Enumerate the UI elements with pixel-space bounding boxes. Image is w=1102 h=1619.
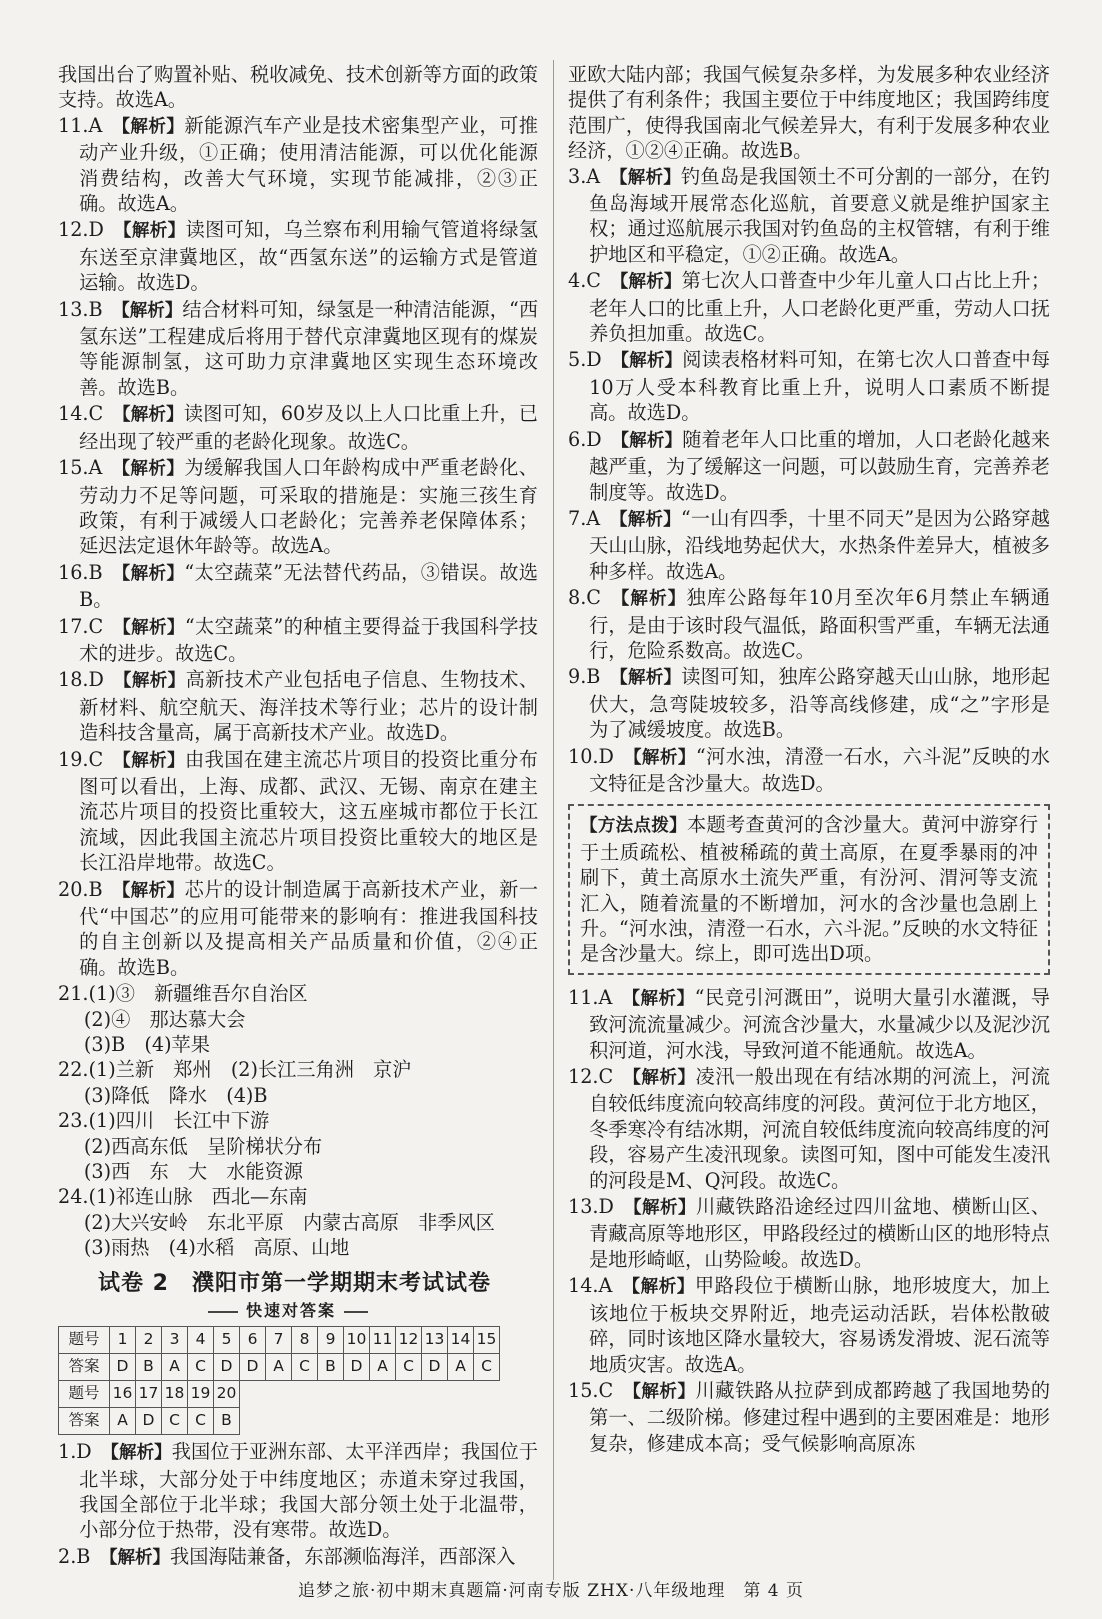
answer-number: 12.C [568,1065,614,1089]
answer-number: 23. [58,1109,89,1133]
fill-answer-line [58,1057,538,1082]
fill-answer-line [58,1108,538,1133]
analysis-text: “一山有四季，十里不同天”是因为公路穿越天山山脉，沿线地势起伏大，水热条件差异大，植被多种多样。故选A。 [589,506,1050,583]
right-column [568,62,1050,1457]
analysis-text: 凌汛一般出现在有结冰期的河流上，河流自较低纬度流向较高纬度的河段。黄河位于北方地区，冬季寒冷有结冰期，河流自较低纬度流向较高纬度的河段，容易产生凌汛现象。读图可知，图中可能发生凌汛的河段是M、Q河段。故选C。 [589,1065,1051,1192]
table-header-cell: 题号 [59,1327,110,1354]
analysis-tag: 【解析】 [621,1277,695,1298]
answer-item [568,506,1050,584]
answer-number: 11.A [58,113,103,137]
table-cell: 15 [474,1327,500,1354]
answer-number: 14.A [568,1274,613,1298]
table-row-question-2 [59,1381,500,1408]
table-cell: 18 [162,1381,188,1408]
answer-number: 17.C [58,614,104,638]
fill-answer-text: (1)③ 新疆维吾尔自治区 [88,982,308,1006]
fill-answer-line [58,1210,538,1235]
answer-item [58,455,538,559]
fill-answer-line [58,981,538,1006]
answer-item [568,1378,1050,1456]
exam-title: 试卷 2 濮阳市第一学期期末考试试卷 [98,1270,491,1296]
right-answer-list-b [568,985,1050,1456]
analysis-tag: 【解析】 [112,750,186,771]
answer-item [568,585,1050,663]
fill-answer-line [58,1007,538,1032]
table-cell: C [474,1354,500,1381]
answer-number: 15.C [568,1378,614,1402]
analysis-tag: 【解析】 [610,589,687,610]
analysis-text: 结合材料可知，绿氢是一种清洁能源，“西氢东送”工程建成后将用于替代京津冀地区现有的煤炭等能源制氢，这可助力京津冀地区实现生态环境改善。故选B。 [79,297,539,399]
table-row-answer-1 [59,1354,500,1381]
answer-number: 4.C [568,269,601,293]
quick-answer-label: 快速对答案 [238,1300,344,1322]
analysis-tag: 【解析】 [112,405,184,426]
answer-item [58,217,538,295]
answer-number: 15.A [58,456,103,480]
table-cell: 17 [136,1381,162,1408]
analysis-tag: 【解析】 [111,116,185,137]
method-tip-text: 本题考查黄河的含沙量大。黄河中游穿行于土质疏松、植被稀疏的黄土高原，在夏季暴雨的冲刷下，黄土高原水土流失严重，有汾河、渭河等支流汇入，随着流量的不断增加，河水的含沙量也急剧上升。“河水浊，清澄一石水，六斗泥。”反映的水文特征是含沙量大。综上，即可选出D项。 [580,813,1039,966]
fill-answer-group [58,1057,538,1108]
answer-number: 19.C [58,747,104,771]
table-cell: D [136,1408,162,1435]
answer-number: 1.D [58,1440,92,1464]
fill-answer-text: (2)西高东低 呈阶梯状分布 [83,1134,323,1158]
answer-number: 13.B [58,297,103,321]
analysis-tag: 【解析】 [100,1547,171,1568]
table-cell: 12 [396,1327,422,1354]
table-row-question-1 [59,1327,500,1354]
table-cell: 10 [344,1327,370,1354]
analysis-text: 为缓解我国人口年龄构成中严重老龄化、劳动力不足等问题，可采取的措施是：实施三孩生育政策，有利于减缓人口老龄化；完善养老保障体系；延迟法定退休年龄等。故选A。 [79,456,538,558]
table-cell: A [370,1354,396,1381]
analysis-text: “河水浊，清澄一石水，六斗泥”反映的水文特征是含沙量大。故选D。 [589,744,1050,795]
table-cell: 1 [110,1327,136,1354]
answer-item [568,427,1050,505]
analysis-tag: 【解析】 [622,1381,696,1402]
left-lead-text: 我国出台了购置补贴、税收减免、技术创新等方面的政策支持。故选A。 [58,63,538,112]
table-cell: 11 [370,1327,396,1354]
analysis-tag: 【解析】 [609,509,681,530]
table-cell: 4 [188,1327,214,1354]
answer-number: 21. [58,982,89,1006]
table-cell: 3 [162,1327,188,1354]
table-cell: 6 [240,1327,266,1354]
fill-answers [58,981,538,1260]
table-row-answer-2 [59,1408,500,1435]
answer-item [58,1544,538,1571]
answer-number: 9.B [568,665,601,689]
analysis-text: 读图可知，60岁及以上人口比重上升，已经出现了较严重的老龄化现象。故选C。 [79,402,538,453]
answer-item [568,985,1050,1063]
answer-number: 2.B [58,1544,91,1568]
fill-answer-text: (3)雨热 (4)水稻 高原、山地 [83,1236,350,1260]
analysis-tag: 【解析】 [112,617,185,638]
analysis-text: 我国海陆兼备，东部濒临海洋，西部深入 [170,1544,516,1568]
left-answer-list-a [58,113,538,980]
method-tip-box [568,804,1050,974]
analysis-text: 钓鱼岛是我国领土不可分割的一部分，在钓鱼岛海域开展常态化巡航，首要意义就是维护国家主权；通过巡航展示我国对钓鱼岛的主权管辖，有利于维护地区和平稳定，①②正确。故选A。 [589,164,1051,266]
answer-number: 13.D [568,1195,614,1219]
table-cell: D [240,1354,266,1381]
fill-answer-text: (1)兰新 郑州 (2)长江三角洲 京沪 [88,1058,412,1082]
analysis-tag: 【解析】 [623,1198,697,1219]
table-cell: B [214,1408,240,1435]
table-cell: 7 [266,1327,292,1354]
answer-item [58,877,538,981]
table-cell: A [266,1354,292,1381]
table-cell: 19 [188,1381,214,1408]
fill-answer-group [58,1184,538,1260]
answer-number: 11.A [568,985,613,1009]
column-divider [553,60,554,1580]
table-cell: 16 [110,1381,136,1408]
table-header-cell: 题号 [59,1381,110,1408]
answer-number: 6.D [568,427,602,451]
table-cell: D [214,1354,240,1381]
table-cell: A [162,1354,188,1381]
analysis-text: 阅读表格材料可知，在第七次人口普查中每10万人受本科教育比重上升，说明人口素质不断提高。故选D。 [589,348,1051,425]
fill-answer-text: (3)西 东 大 水能资源 [83,1160,303,1184]
analysis-text: 独库公路每年10月至次年6月禁止车辆通行，是由于该时段气温低，路面积雪严重，车辆无法通行，危险系数高。故选C。 [589,586,1050,662]
analysis-text: 新能源汽车产业是技术密集型产业，可推动产业升级，①正确；使用清洁能源，可以优化能源消费结构，改善大气环境，实现节能减排，②③正确。故选A。 [79,113,538,216]
table-cell: 14 [448,1327,474,1354]
fill-answer-text: (2)④ 那达慕大会 [83,1007,246,1031]
answer-number: 12.D [58,218,104,242]
fill-answer-line [58,1235,538,1260]
answer-item [58,560,538,613]
analysis-tag: 【解析】 [112,880,185,901]
answer-item [58,614,538,667]
answer-item [568,268,1050,346]
table-cell: D [110,1354,136,1381]
table-cell: B [136,1354,162,1381]
answer-item [568,744,1050,797]
fill-answer-line [58,1083,538,1108]
analysis-text: 由我国在建主流芯片项目的投资比重分布图可以看出，上海、成都、武汉、无锡、南京在建主流芯片项目的投资比重较大，这五座城市都位于长江流域，因此我国主流芯片项目投资比重较大的地区是长江沿岸地带。故选C。 [79,747,538,875]
table-cell: D [344,1354,370,1381]
answer-item [568,1273,1050,1377]
right-answer-list-a [568,164,1050,797]
table-cell: C [396,1354,422,1381]
answer-number: 24. [58,1185,89,1209]
right-lead-text: 亚欧大陆内部；我国气候复杂多样，为发展多种农业经济提供了有利条件；我国主要位于中纬度地区；我国跨纬度范围广，使得我国南北气候差异大，有利于发展多种农业经济，①②④正确。故选B。 [568,63,1050,163]
table-cell: 5 [214,1327,240,1354]
analysis-text: 川藏铁路沿途经过四川盆地、横断山区、青藏高原等地形区，甲路段经过的横断山区的地形特点是地形崎岖，山势险峻。故选D。 [589,1195,1051,1271]
answer-number: 22. [58,1058,89,1082]
answer-item [568,1064,1050,1193]
fill-answer-line [58,1184,538,1209]
answer-item [58,113,538,217]
analysis-text: “太空蔬菜”的种植主要得益于我国科学技术的进步。故选C。 [79,614,538,665]
analysis-text: 芯片的设计制造属于高新技术产业，新一代“中国芯”的应用可能带来的影响有：推进我国科技的自主创新以及提高相关产品质量和价值，②④正确。故选B。 [79,877,539,979]
table-cell: B [318,1354,344,1381]
answer-number: 20.B [58,877,103,901]
analysis-text: 川藏铁路从拉萨到成都跨越了我国地势的第一、二级阶梯。修建过程中遇到的主要困难是：地形复杂，修建成本高；受气候影响高原冻 [589,1378,1051,1455]
analysis-tag: 【解析】 [112,300,183,321]
answer-item [568,664,1050,742]
analysis-text: 读图可知，独库公路穿越天山山脉，地形起伏大，急弯陡坡较多，沿等高线修建，成“之”字形是为了减缓坡度。故选B。 [589,665,1051,742]
answer-item [568,164,1050,268]
analysis-text: 甲路段位于横断山脉，地形坡度大，加上该地位于板块交界附近，地壳运动活跃，岩体松散破碎，同时该地区降水量较大，容易诱发滑坡、泥石流等地质灾害。故选A。 [589,1274,1051,1376]
table-cell: C [162,1408,188,1435]
page-footer: 追梦之旅·初中期末真题篇·河南专版 ZHX·八年级地理 第 4 页 [298,1581,804,1601]
answer-item [58,667,538,745]
answer-number: 7.A [568,506,601,530]
analysis-tag: 【解析】 [610,668,682,689]
analysis-tag: 【解析】 [112,563,185,584]
fill-answer-group [58,1108,538,1184]
answer-item [58,401,538,454]
analysis-tag: 【解析】 [609,167,681,188]
fill-answer-line [58,1134,538,1159]
answer-item [58,747,538,876]
table-cell: C [188,1354,214,1381]
answer-number: 14.C [58,402,104,426]
table-cell: C [188,1408,214,1435]
table-cell: 13 [422,1327,448,1354]
answer-key-table [58,1326,500,1435]
answer-item [568,347,1050,425]
left-answer-list-b [58,1439,538,1571]
left-column [58,62,538,1572]
answer-number: 3.A [568,164,601,188]
fill-answer-text: (3)降低 降水 (4)B [83,1083,268,1107]
answer-number: 5.D [568,348,602,372]
analysis-tag: 【解析】 [101,1443,172,1464]
table-cell: 8 [292,1327,318,1354]
analysis-tag: 【解析】 [111,459,185,480]
fill-answer-line [58,1032,538,1057]
analysis-tag: 【解析】 [622,1068,696,1089]
table-header-cell: 答案 [59,1354,110,1381]
analysis-text: “民竞引河溉田”，说明大量引水灌溉，导致河流流量减少。河流含沙量大，水量减少以及泥沙沉积河道，河水浅，导致河道不能通航。故选A。 [589,985,1050,1062]
analysis-tag: 【解析】 [610,272,682,293]
answer-number: 18.D [58,668,104,692]
table-header-cell: 答案 [59,1408,110,1435]
analysis-tag: 【解析】 [611,430,683,451]
fill-answer-text: (2)大兴安岭 东北平原 内蒙古高原 非季风区 [83,1210,495,1234]
analysis-tag: 【解析】 [621,988,695,1009]
table-cell: A [110,1408,136,1435]
analysis-text: 读图可知，乌兰察布利用输气管道将绿氢东送至京津冀地区，故“西氢东送”的运输方式是管道运输。故选D。 [79,218,539,295]
analysis-text: “太空蔬菜”无法替代药品，③错误。故选B。 [79,560,538,612]
answer-item [568,1194,1050,1272]
fill-answer-line [58,1159,538,1184]
analysis-text: 高新技术产业包括电子信息、生物技术、新材料、航空航天、海洋技术等行业；芯片的设计制造科技含量高，属于高新技术产业。故选D。 [79,668,539,745]
table-cell: C [292,1354,318,1381]
table-cell: A [448,1354,474,1381]
table-cell: 2 [136,1327,162,1354]
analysis-text: 第七次人口普查中少年儿童人口占比上升；老年人口的比重上升，人口老龄化更严重，劳动人口抚养负担加重。故选C。 [589,269,1051,346]
method-tip-tag: 【方法点拨】 [580,816,687,837]
table-cell: D [422,1354,448,1381]
fill-answer-text: (3)B (4)苹果 [83,1033,210,1057]
table-cell: 9 [318,1327,344,1354]
fill-answer-group [58,981,538,1057]
answer-number: 16.B [58,560,103,584]
analysis-text: 随着老年人口比重的增加，人口老龄化越来越严重，为了缓解这一问题，可以鼓励生育，完善养老制度等。故选D。 [589,427,1051,504]
analysis-tag: 【解析】 [113,671,186,692]
analysis-tag: 【解析】 [113,221,186,242]
fill-answer-text: (1)祁连山脉 西北—东南 [88,1185,308,1209]
fill-answer-text: (1)四川 长江中下游 [88,1109,270,1133]
analysis-text: 我国位于亚洲东部、太平洋西岸；我国位于北半球，大部分处于中纬度地区；赤道未穿过我国，我国全部位于北半球；我国大部分领土处于北温带，小部分位于热带，没有寒带。故选D。 [79,1440,539,1542]
answer-item [58,297,538,401]
analysis-tag: 【解析】 [623,747,696,768]
answer-number: 8.C [568,586,601,610]
analysis-tag: 【解析】 [611,351,683,372]
answer-number: 10.D [568,744,614,768]
table-cell: 20 [214,1381,240,1408]
quick-answer-banner [208,1300,368,1322]
answer-item [58,1439,538,1543]
